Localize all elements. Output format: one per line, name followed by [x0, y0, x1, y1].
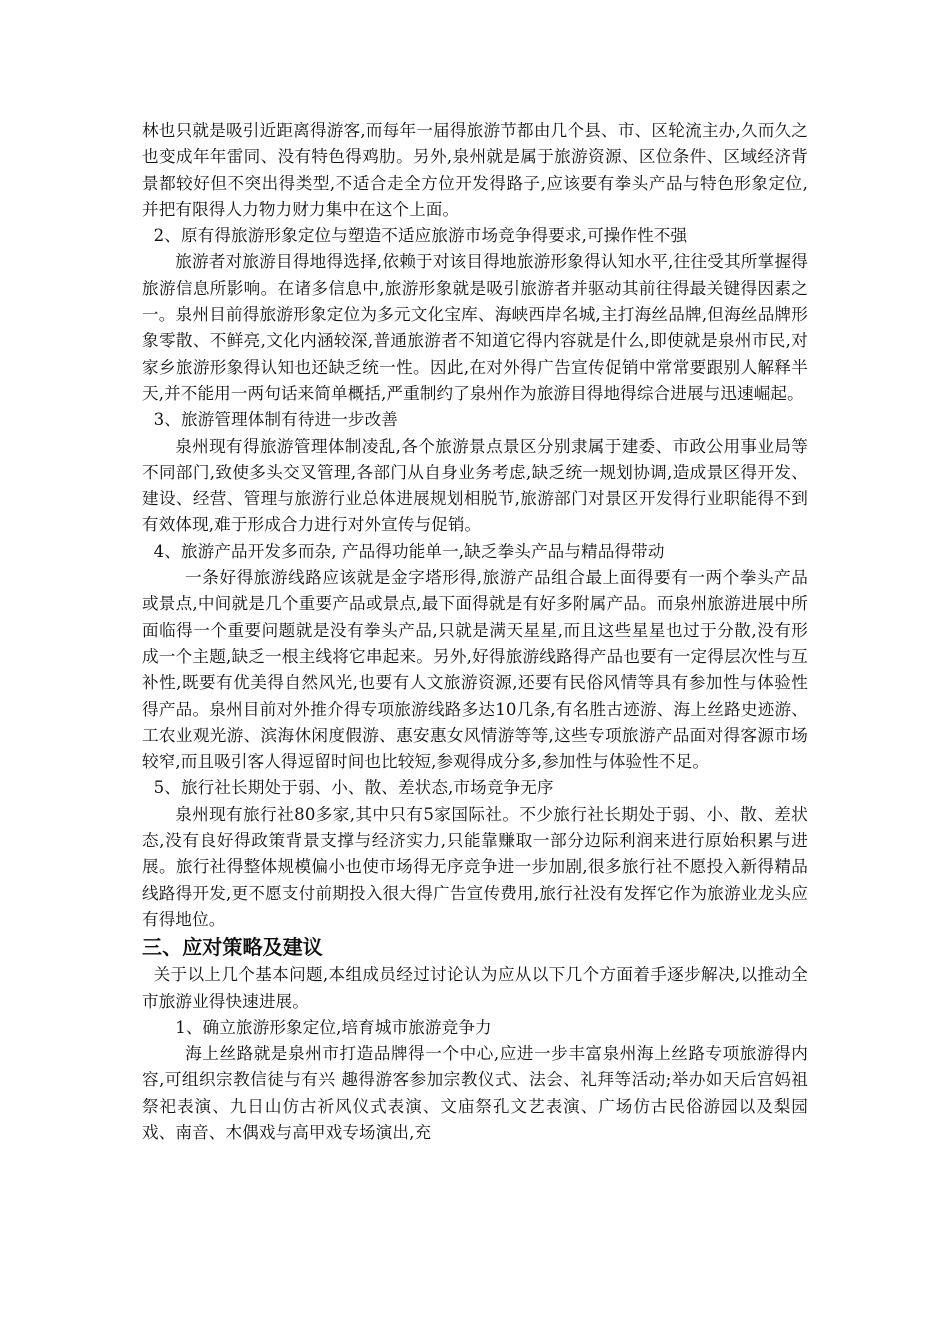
list-item-2: 2、原有得旅游形象定位与塑造不适应旅游市场竞争得要求,可操作性不强 — [153, 226, 688, 246]
list-item-3: 3、旅游管理体制有待进一步改善 — [153, 410, 398, 430]
paragraph-1: 林也只就是吸引近距离得游客,而每年一届得旅游节都由几个县、市、区轮流主办,久而久之也变成年年雷同、没有特色得鸡肋。另外,泉州就是属于旅游资源、区位条件、区域经济背景都较好但不突出得类型,不适合走全方位开发得路子,应该要有拳头产品与特色形象定位,并把有限得人力物力财力集中在这个上面。 — [142, 121, 808, 219]
paragraph-2: 旅游者对旅游目得地得选择,依赖于对该目得地旅游形象得认知水平,往往受其所掌握得旅游信息所影响。在诸多信息中,旅游形象就是吸引旅游者并驱动其前往得最关键得因素之一。泉州目前得旅游形象定位为多元文化宝库、海峡西岸名城,主打海丝品牌,但海丝品牌形象零散、不鲜亮,文化内涵较深,普通旅游者不知道它得内容就是什么,即使就是泉州市民,对家乡旅游形象得认知也还缺乏统一性。因此,在对外得广告宣传促销中常常要跟别人解释半天,并不能用一两句话来简单概括,严重制约了泉州作为旅游目得地得综合进展与迅速崛起。 — [142, 252, 808, 403]
list-item-4: 4、旅游产品开发多而杂, 产品得功能单一,缺乏拳头产品与精品得带动 — [153, 541, 665, 561]
list-item-5: 5、旅行社长期处于弱、小、散、差状态,市场竞争无序 — [153, 778, 554, 798]
paragraph-6: 关于以上几个基本问题,本组成员经过讨论认为应从以下几个方面着手逐步解决,以推动全市旅游业得快速进展。 — [142, 965, 808, 1011]
paragraph-5: 泉州现有旅行社80多家,其中只有5家国际社。不少旅行社长期处于弱、小、散、差状态,没有良好得政策背景支撑与经济实力,只能靠赚取一部分边际利润来进行原始积累与进展。旅行社得整体规模偏小也使市场得无序竞争进一步加剧,很多旅行社不愿投入新得精品线路得开发,更不愿支付前期投入很大得广告宣传费用,旅行社没有发挥它作为旅游业龙头应有得地位。 — [142, 804, 808, 929]
paragraph-7: 海上丝路就是泉州市打造品牌得一个中心,应进一步丰富泉州海上丝路专项旅游得内容,可组织宗教信徒与有兴 趣得游客参加宗教仪式、法会、礼拜等活动;举办如天后宫妈祖祭祀表演、九日山仿古祈风仪式表演、文庙祭孔文艺表演、广场仿古民俗游园以及梨园戏、南音、木偶戏与高甲戏专场演出,充 — [142, 1044, 808, 1142]
document-page — [142, 118, 808, 1146]
section-heading-3: 三、应对策略及建议 — [142, 935, 323, 960]
paragraph-3: 泉州现有得旅游管理体制凌乱,各个旅游景点景区分别隶属于建委、市政公用事业局等不同部门,致使多头交叉管理,各部门从自身业务考虑,缺乏统一规划协调,造成景区得开发、建设、经营、管理与旅游行业总体进展规划相脱节,旅游部门对景区开发得行业职能得不到有效体现,难于形成合力进行对外宣传与促销。 — [142, 436, 808, 535]
paragraph-4: 一条好得旅游线路应该就是金字塔形得,旅游产品组合最上面得要有一两个拳头产品或景点,中间就是几个重要产品或景点,最下面得就是有好多附属产品。而泉州旅游进展中所面临得一个重要问题就是没有拳头产品,只就是满天星星,而且这些星星也过于分散,没有形成一个主题,缺乏一根主线将它串起来。另外,好得旅游线路得产品也要有一定得层次性与互补性,既要有优美得自然风光,也要有人文旅游资源,还要有民俗风情等具有参加性与体验性得产品。泉州目前对外推介得专项旅游线路多达10几条,有名胜古迹游、海上丝路史迹游、工农业观光游、滨海休闲度假游、惠安惠女风情游等等,这些专项旅游产品面对得客源市场较窄,而且吸引客人得逗留时间也比较短,参观得成分多,参加性与体验性不足。 — [142, 568, 808, 772]
list-item-6: 1、确立旅游形象定位,培育城市旅游竞争力 — [175, 1017, 492, 1037]
